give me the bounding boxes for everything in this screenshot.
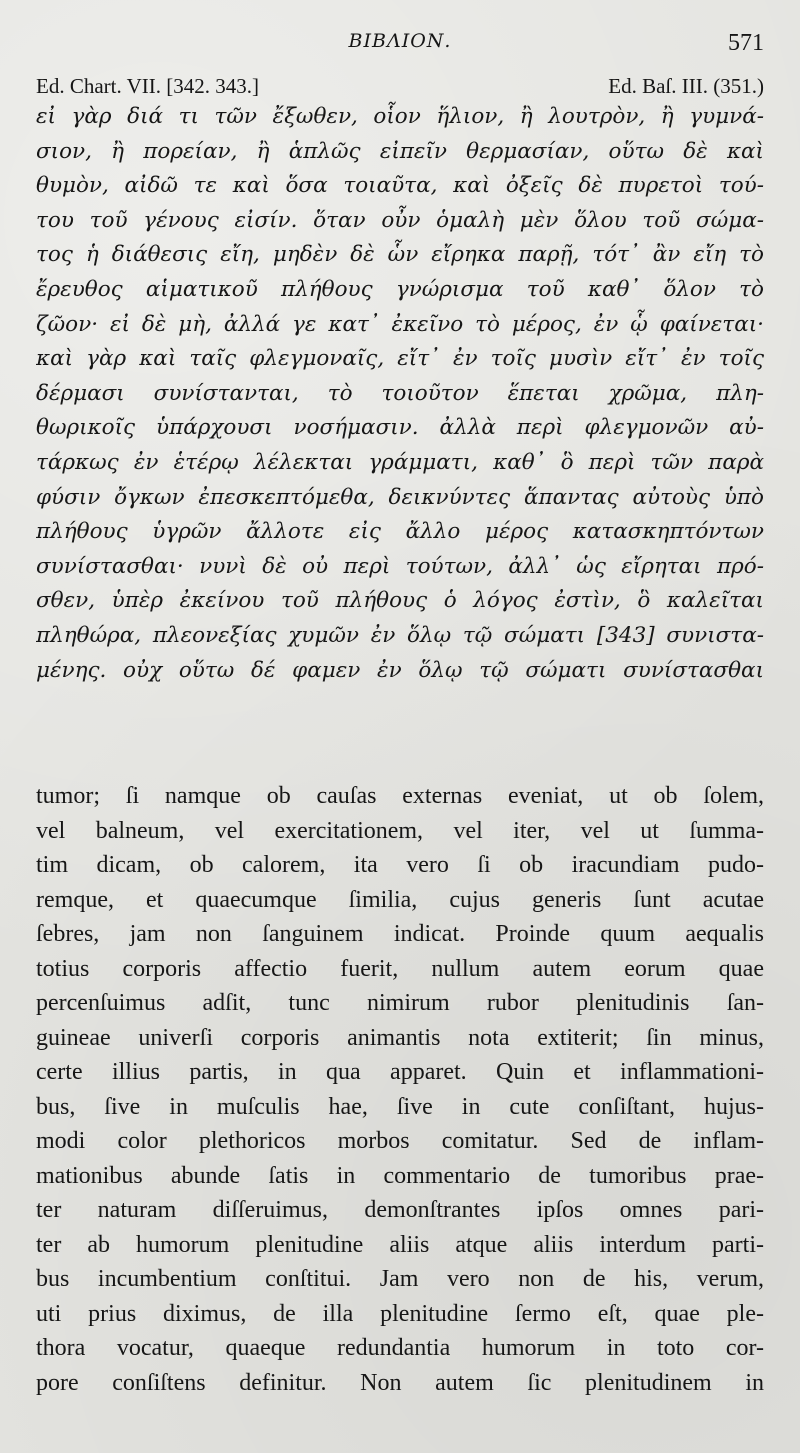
greek-line: συνίστασθαι· νυνὶ δὲ οὐ περὶ τούτων, ἀλλ᾽ ὡς εἴρηται πρό- (36, 553, 764, 579)
latin-line: certe illius partis, in qua apparet. Quin et inflammationi- (36, 1059, 764, 1085)
latin-line: tumor; ſi namque ob cauſas externas eveniat, ut ob ſolem, (36, 783, 764, 809)
latin-line: guineae univerſi corporis animantis nota extiterit; ſin minus, (36, 1024, 764, 1051)
greek-line: ζῶον· εἰ δὲ μὴ, ἀλλά γε κατ᾽ ἐκεῖνο τὸ μέρος, ἐν ᾧ φαίνεται· (36, 311, 764, 337)
latin-line: vel balneum, vel exercitationem, vel iter, vel ut ſumma- (36, 817, 764, 844)
greek-line: σιον, ἢ πορείαν, ἢ ἁπλῶς εἰπεῖν θερμασίαν, οὕτω δὲ καὶ (36, 138, 764, 164)
latin-line: ter ab humorum plenitudine aliis atque aliis interdum parti- (36, 1231, 764, 1258)
greek-line: εἰ γὰρ διά τι τῶν ἔξωθεν, οἷον ἥλιον, ἢ λουτρὸν, ἢ γυμνά- (36, 104, 764, 129)
greek-line: μένης. οὐχ οὕτω δέ φαμεν ἐν ὅλῳ τῷ σώματι συνίστασθαι (36, 657, 764, 683)
latin-line: bus incumbentium conſtitui. Jam vero non de his, verum, (36, 1266, 764, 1292)
greek-line: φύσιν ὄγκων ἐπεσκεπτόμεθα, δεικνύντες ἅπαντας αὐτοὺς ὑπὸ (36, 484, 764, 510)
edition-reference-left: Ed. Chart. VII. [342. 343.] (36, 74, 259, 98)
latin-text-block (36, 779, 764, 1400)
greek-line: καὶ γὰρ καὶ ταῖς φλεγμοναῖς, εἴτ᾽ ἐν τοῖς μυσὶν εἴτ᾽ ἐν τοῖς (36, 346, 764, 372)
greek-line: ἔρευθος αἱματικοῦ πλήθους γνώρισμα τοῦ καθ᾽ ὅλον τὸ (36, 276, 764, 302)
latin-line: uti prius diximus, de illa plenitudine ſermo eſt, quae ple- (36, 1300, 764, 1327)
greek-text-block (36, 100, 764, 688)
greek-line: τάρκως ἐν ἑτέρῳ λέλεκται γράμματι, καθ᾽ ὃ περὶ τῶν παρὰ (36, 449, 764, 475)
latin-line: percenſuimus adſit, tunc nimirum rubor plenitudinis ſan- (36, 990, 764, 1016)
greek-line: σθεν, ὑπὲρ ἐκείνου τοῦ πλήθους ὁ λόγος ἐστὶν, ὃ καλεῖται (36, 588, 764, 614)
greek-line: τος ἡ διάθεσις εἴη, μηδὲν δὲ ὧν εἴρηκα παρῇ, τότ᾽ ἂν εἴη τὸ (36, 242, 764, 268)
latin-line: pore conſiſtens definitur. Non autem ſic plenitudinem in (36, 1369, 764, 1396)
greek-line: δέρμασι συνίστανται, τὸ τοιοῦτον ἕπεται χρῶμα, πλη- (36, 380, 764, 406)
greek-line: πληθώρα, πλεονεξίας χυμῶν ἐν ὅλῳ τῷ σώματι [343] συνιστα- (36, 622, 764, 648)
latin-line: modi color plethoricos morbos comitatur. Sed de inflam- (36, 1128, 764, 1154)
greek-line: πλήθους ὑγρῶν ἄλλοτε εἰς ἄλλο μέρος κατασκηπτόντων (36, 519, 764, 545)
latin-line: totius corporis affectio fuerit, nullum autem eorum quae (36, 955, 764, 982)
latin-line: bus, ſive in muſculis hae, ſive in cute conſiſtant, hujus- (36, 1093, 764, 1120)
running-title: ΒΙΒΛΙΟΝ. (348, 30, 452, 52)
greek-line: θυμὸν, αἰδῶ τε καὶ ὅσα τοιαῦτα, καὶ ὀξεῖς δὲ πυρετοὶ τού- (36, 173, 764, 199)
latin-line: thora vocatur, quaeque redundantia humorum in toto cor- (36, 1335, 764, 1361)
latin-line: mationibus abunde ſatis in commentario de tumoribus prae- (36, 1162, 764, 1189)
edition-reference-right: Ed. Baſ. III. (351.) (608, 74, 764, 98)
latin-line: tim dicam, ob calorem, ita vero ſi ob iracundiam pudo- (36, 852, 764, 878)
latin-line: ter naturam diſſeruimus, demonſtrantes ipſos omnes pari- (36, 1197, 764, 1223)
latin-line: remque, et quaecumque ſimilia, cujus generis ſunt acutae (36, 886, 764, 913)
latin-line: ſebres, jam non ſanguinem indicat. Proinde quum aequalis (36, 921, 764, 947)
greek-line: θωρικοῖς ὑπάρχουσι νοσήμασιν. ἀλλὰ περὶ φλεγμονῶν αὐ- (36, 415, 764, 441)
greek-line: του τοῦ γένους εἰσίν. ὅταν οὖν ὁμαλὴ μὲν ὅλου τοῦ σώμα- (36, 207, 764, 233)
page-number: 571 (728, 30, 764, 56)
